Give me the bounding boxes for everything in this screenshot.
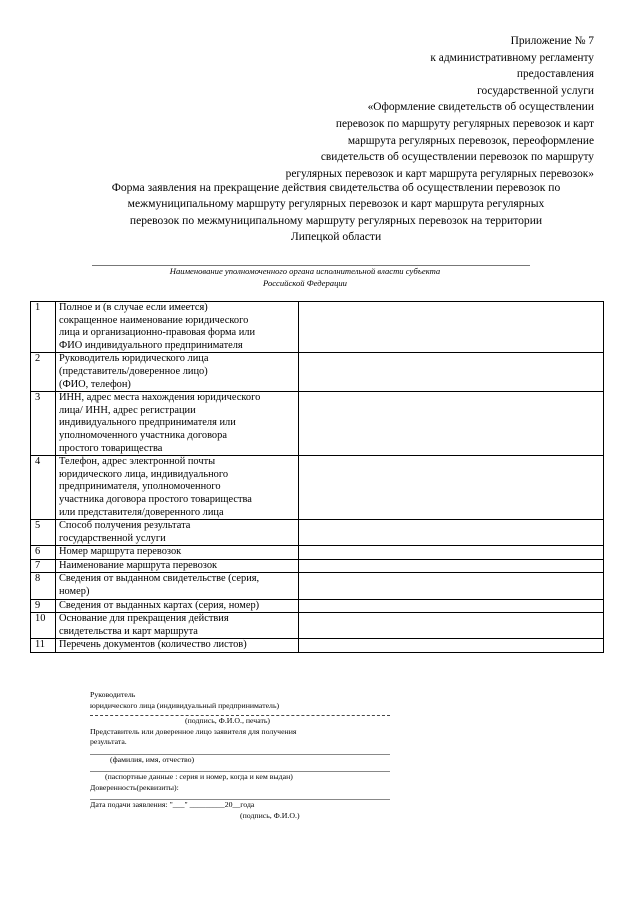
row-label-line: простого товарищества xyxy=(59,442,163,454)
row-number: 11 xyxy=(31,639,56,653)
row-label-line: Наименование маршрута перевозок xyxy=(59,559,218,571)
row-label xyxy=(56,456,299,520)
row-label-line: сокращенное наименование юридического xyxy=(59,314,249,326)
row-label-line: Способ получения результата xyxy=(59,520,191,532)
table-row xyxy=(31,353,604,392)
passport-caption: (паспортные данные : серия и номер, когда и кем выдан) xyxy=(105,772,293,781)
annex-line: предоставления xyxy=(516,68,594,81)
form-title-line: Липецкой области xyxy=(290,229,382,243)
row-label xyxy=(56,559,299,573)
row-label-line: (ФИО, телефон) xyxy=(59,378,131,390)
row-value-field[interactable] xyxy=(299,456,604,520)
form-title-line: перевозок по межмуниципальному маршруту регулярных перевозок на территории xyxy=(129,213,543,227)
row-label-line: предпринимателя, уполномоченного xyxy=(59,481,221,493)
row-label-line: Полное и (в случае если имеется) xyxy=(59,302,208,313)
row-value-field[interactable] xyxy=(299,302,604,353)
row-label-line: свидетельства и карт маршрута xyxy=(59,625,198,637)
row-value-field[interactable] xyxy=(299,599,604,613)
org-caption-line1: Наименование уполномоченного органа исполнительной власти субъекта xyxy=(169,266,441,276)
row-label-line: Руководитель юридического лица xyxy=(59,353,209,365)
row-label-line: Номер маршрута перевозок xyxy=(59,546,182,558)
annex-line: государственной услуги xyxy=(477,84,594,97)
row-label xyxy=(56,520,299,546)
row-number: 1 xyxy=(31,302,56,353)
row-label xyxy=(56,599,299,613)
row-label xyxy=(56,613,299,639)
row-label xyxy=(56,639,299,653)
final-signature-caption: (подпись, Ф.И.О.) xyxy=(240,810,300,820)
head-title: Руководитель xyxy=(90,690,136,699)
table-row xyxy=(31,302,604,353)
row-label-line: Телефон, адрес электронной почты xyxy=(59,456,216,468)
form-title xyxy=(70,180,602,245)
representative-text-2: результата. xyxy=(90,737,127,746)
representative-text-1: Представитель или доверенное лицо заявителя для получения xyxy=(90,726,297,736)
head-subtitle: юридического лица (индивидуальный предприниматель) xyxy=(90,700,280,710)
annex-line: регулярных перевозок и карт маршрута регулярных перевозок» xyxy=(285,167,594,180)
row-value-field[interactable] xyxy=(299,559,604,573)
row-label-line: участника договора простого товарищества xyxy=(59,493,252,505)
annex-header xyxy=(174,33,594,182)
table-row xyxy=(31,520,604,546)
table-row xyxy=(31,456,604,520)
table-row xyxy=(31,639,604,653)
row-label xyxy=(56,353,299,392)
row-value-field[interactable] xyxy=(299,546,604,560)
table-row xyxy=(31,599,604,613)
row-number: 7 xyxy=(31,559,56,573)
table-row xyxy=(31,559,604,573)
row-label-line: государственной услуги xyxy=(59,532,166,544)
row-number: 4 xyxy=(31,456,56,520)
row-value-field[interactable] xyxy=(299,353,604,392)
row-value-field[interactable] xyxy=(299,392,604,456)
annex-line: к административному регламенту xyxy=(430,51,594,64)
row-label-line: лица и организационно-правовая форма или xyxy=(59,327,256,339)
row-number: 5 xyxy=(31,520,56,546)
row-number: 9 xyxy=(31,599,56,613)
table-row xyxy=(31,613,604,639)
submission-date: Дата подачи заявления: "___" _________20__года xyxy=(90,800,255,809)
row-label xyxy=(56,392,299,456)
annex-line: «Оформление свидетельств об осуществлении xyxy=(367,101,594,114)
row-label-line: Основание для прекращения действия xyxy=(59,613,229,625)
table-row xyxy=(31,546,604,560)
annex-line: маршрута регулярных перевозок, переоформление xyxy=(347,134,594,147)
row-value-field[interactable] xyxy=(299,639,604,653)
row-label-line: Сведения от выданных картах (серия, номер) xyxy=(59,599,260,611)
row-label-line: ФИО индивидуального предпринимателя xyxy=(59,339,243,351)
row-label-line: лица/ ИНН, адрес регистрации xyxy=(59,404,196,416)
row-label-line: (представитель/доверенное лицо) xyxy=(59,365,208,377)
row-number: 2 xyxy=(31,353,56,392)
fio-caption: (фамилия, имя, отчество) xyxy=(110,754,195,764)
signature-section xyxy=(90,690,390,821)
proxy-label: Доверенность(реквизиты): xyxy=(90,782,179,792)
row-label xyxy=(56,546,299,560)
row-value-field[interactable] xyxy=(299,573,604,599)
row-label-line: Перечень документов (количество листов) xyxy=(59,639,247,651)
annex-line: Приложение № 7 xyxy=(510,35,594,47)
table-row xyxy=(31,392,604,456)
form-title-line: Форма заявления на прекращение действия свидетельства об осуществлении перевозок по xyxy=(111,181,561,194)
annex-line: перевозок по маршруту регулярных перевозок и карт xyxy=(335,117,594,130)
row-label-line: уполномоченного участника договора xyxy=(59,429,227,441)
row-label xyxy=(56,302,299,353)
annex-line: свидетельств об осуществлении перевозок по маршруту xyxy=(320,151,594,164)
form-title-line: межмуниципальному маршруту регулярных перевозок и карт маршрута регулярных xyxy=(127,197,545,211)
row-label-line: или представителя/доверенного лица xyxy=(59,506,224,518)
org-caption-line2: Российской Федерации xyxy=(263,277,347,288)
row-label-line: номер) xyxy=(59,586,90,598)
row-label-line: ИНН, адрес места нахождения юридического xyxy=(59,392,261,404)
table-row xyxy=(31,573,604,599)
row-value-field[interactable] xyxy=(299,520,604,546)
head-signature-caption: (подпись, Ф.И.О., печать) xyxy=(185,716,271,725)
org-name-caption xyxy=(150,266,460,289)
row-label-line: индивидуального предпринимателя или xyxy=(59,417,236,429)
row-label-line: юридического лица, индивидуального xyxy=(59,468,229,480)
application-table xyxy=(30,301,604,653)
row-number: 3 xyxy=(31,392,56,456)
row-number: 10 xyxy=(31,613,56,639)
row-label-line: Сведения от выданном свидетельстве (серия, xyxy=(59,573,260,585)
row-value-field[interactable] xyxy=(299,613,604,639)
row-label xyxy=(56,573,299,599)
row-number: 8 xyxy=(31,573,56,599)
row-number: 6 xyxy=(31,546,56,560)
